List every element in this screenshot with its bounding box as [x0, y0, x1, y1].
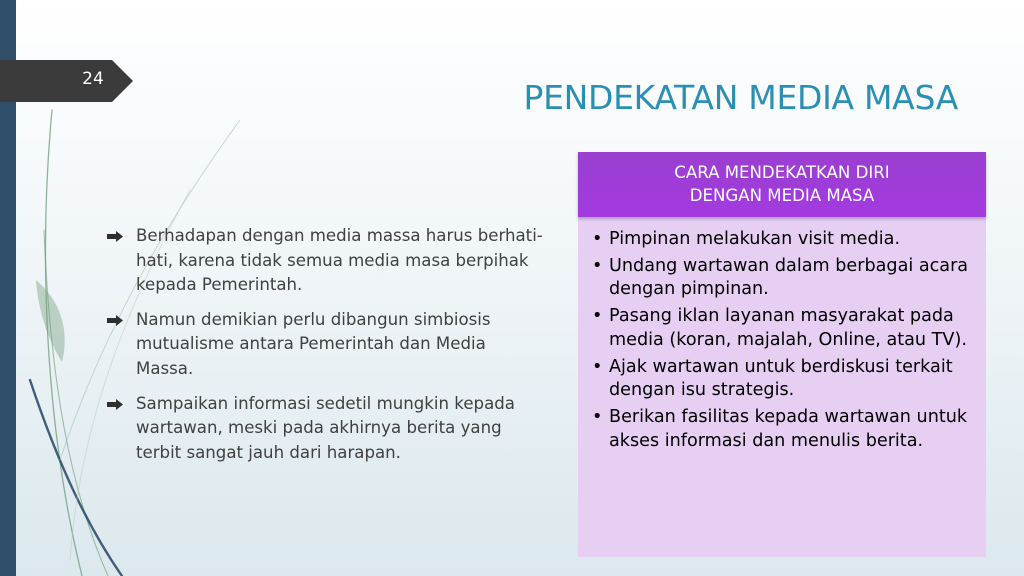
card-item: [592, 255, 972, 302]
bullet-item: [104, 224, 544, 298]
card-header-line: DENGAN MEDIA MASA: [689, 186, 875, 205]
bullet-dot: •: [592, 255, 603, 276]
slide-number-tab-shape: [0, 60, 133, 102]
info-card: [578, 152, 986, 557]
bullet-text: Namun demikian perlu dibangun simbiosis mutualisme antara Pemerintah dan Media Massa.: [136, 309, 491, 378]
slide-title: PENDEKATAN MEDIA MASA: [523, 78, 958, 118]
card-header-line: CARA MENDEKATKAN DIRI: [674, 163, 890, 182]
card-item: [592, 228, 972, 252]
arrow-right-icon: [107, 315, 123, 326]
card-item: [592, 305, 972, 352]
left-bullet-list: [104, 224, 544, 475]
card-item: [592, 356, 972, 403]
card-item: [592, 406, 972, 453]
card-item-text: Pasang iklan layanan masyarakat pada media (koran, majalah, Online, atau TV).: [609, 306, 967, 350]
bullet-dot: •: [592, 306, 603, 327]
bullet-item: [104, 392, 544, 466]
bullet-text: Berhadapan dengan media massa harus berhati-hati, karena tidak semua media masa berpihak kepada Pemerintah.: [136, 226, 543, 295]
slide-number: 24: [82, 69, 104, 89]
bullet-item: [104, 308, 544, 382]
bullet-text: Sampaikan informasi sedetil mungkin kepada wartawan, meski pada akhirnya berita yang terbit sangat jauh dari harapan.: [136, 393, 515, 462]
bullet-dot: •: [592, 406, 603, 427]
card-bullet-list: [592, 228, 972, 453]
slide-number-tab: [0, 60, 133, 102]
arrow-right-icon: [107, 231, 123, 242]
card-body: [578, 217, 986, 557]
card-item-text: Pimpinan melakukan visit media.: [609, 229, 901, 249]
arrow-right-icon: [107, 399, 123, 410]
card-header: [578, 152, 986, 217]
bullet-dot: •: [592, 356, 603, 377]
bullet-dot: •: [592, 229, 603, 249]
card-item-text: Undang wartawan dalam berbagai acara dengan pimpinan.: [609, 255, 969, 300]
card-item-text: Berikan fasilitas kepada wartawan untuk akses informasi dan menulis berita.: [609, 406, 968, 451]
card-item-text: Ajak wartawan untuk berdiskusi terkait dengan isu strategis.: [609, 356, 953, 401]
